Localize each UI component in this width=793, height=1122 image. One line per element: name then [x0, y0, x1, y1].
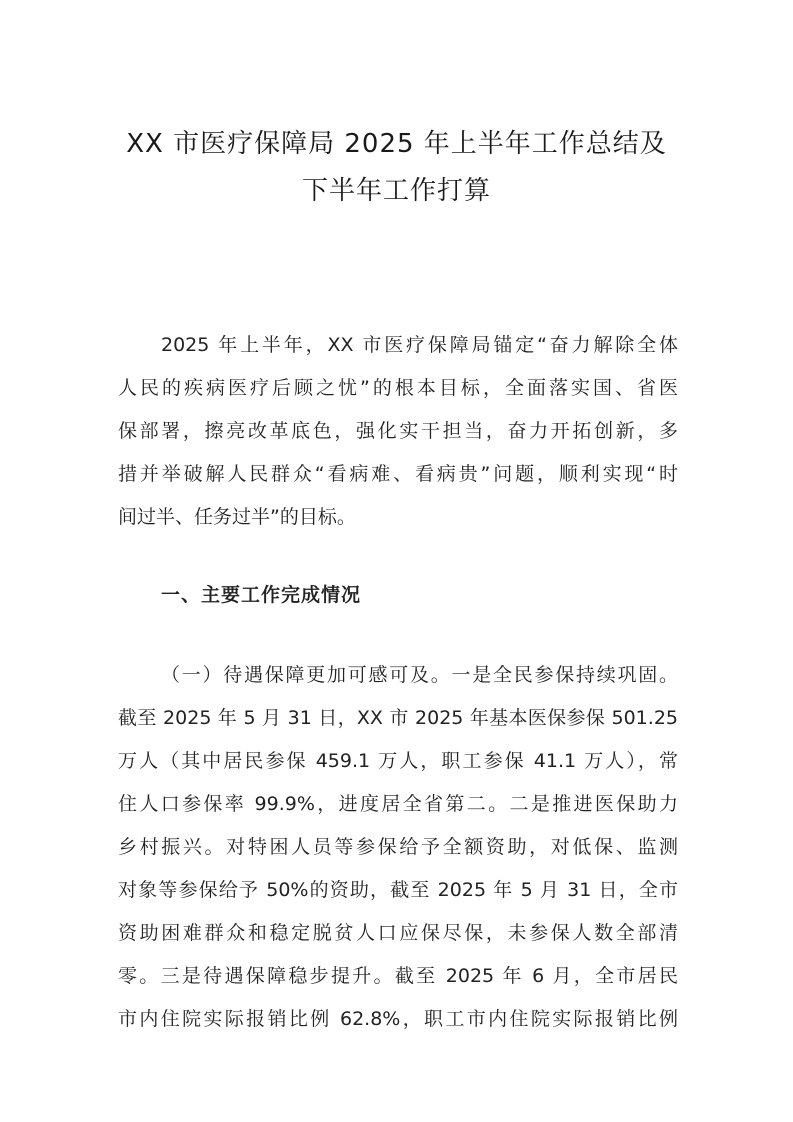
section-paragraph-line: 截至 2025 年 5 月 31 日，XX 市 2025 年基本医保参保 501.25	[118, 707, 678, 729]
intro-paragraph-line: 人民的疾病医疗后顾之忧”的根本目标，全面落实国、省医	[118, 377, 678, 399]
section-paragraph-line: 住人口参保率 99.9%，进度居全省第二。二是推进医保助力	[118, 793, 678, 815]
section-paragraph-line: 市内住院实际报销比例 62.8%，职工市内住院实际报销比例	[118, 1008, 678, 1030]
section-paragraph-line: （一）待遇保障更加可感可及。一是全民参保持续巩固。	[161, 664, 678, 686]
section-paragraph-line: 资助困难群众和稳定脱贫人口应保尽保，未参保人数全部清	[118, 922, 678, 944]
document-title-line-2: 下半年工作打算	[301, 176, 491, 206]
section-paragraph-line: 万人（其中居民参保 459.1 万人，职工参保 41.1 万人），常	[118, 750, 678, 772]
section-paragraph-line: 零。三是待遇保障稳步提升。截至 2025 年 6 月，全市居民	[118, 965, 678, 987]
section-paragraph-line: 乡村振兴。对特困人员等参保给予全额资助，对低保、监测	[118, 836, 678, 858]
intro-paragraph-line: 保部署，擦亮改革底色，强化实干担当，奋力开拓创新，多	[118, 420, 678, 442]
intro-paragraph-line: 间过半、任务过半”的目标。	[118, 506, 356, 528]
section-heading: 一、主要工作完成情况	[161, 584, 362, 606]
intro-paragraph-line: 措并举破解人民群众“看病难、看病贵”问题，顺利实现“时	[118, 463, 678, 485]
intro-paragraph-line: 2025 年上半年，XX 市医疗保障局锚定“奋力解除全体	[161, 334, 678, 356]
document-title-line-1: XX 市医疗保障局 2025 年上半年工作总结及	[126, 129, 667, 159]
section-paragraph-line: 对象等参保给予 50%的资助，截至 2025 年 5 月 31 日，全市	[118, 879, 678, 901]
